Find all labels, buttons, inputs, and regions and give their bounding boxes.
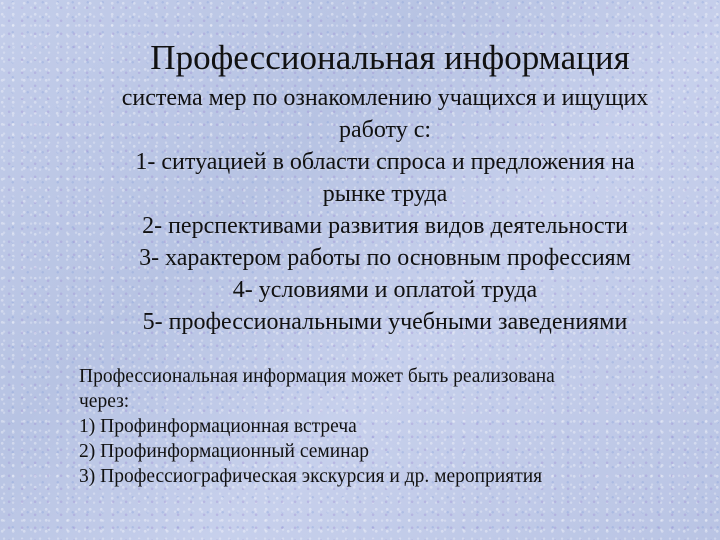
realization-item: 2) Профинформационный семинар <box>79 441 369 462</box>
definition-line: система мер по ознакомлению учащихся и ищущих <box>121 85 649 111</box>
definition-item: 2- перспективами развития видов деятельности <box>142 213 628 239</box>
realization-line: Профессиональная информация может быть реализована <box>79 366 555 387</box>
definition-item: рынке труда <box>322 181 448 207</box>
realization-line: через: <box>79 391 130 412</box>
definition-item: 5- профессиональными учебными заведениями <box>142 309 628 335</box>
definition-item: 3- характером работы по основным профессиям <box>139 245 631 271</box>
realization-item: 3) Профессиографическая экскурсия и др. мероприятия <box>79 466 543 487</box>
slide-title: Профессиональная информация <box>150 38 630 77</box>
definition-item: 1- ситуацией в области спроса и предложения на <box>135 149 635 175</box>
realization-block <box>79 364 709 489</box>
definition-line: работу с: <box>338 117 432 143</box>
definition-block <box>60 82 710 338</box>
realization-item: 1) Профинформационная встреча <box>79 416 357 437</box>
definition-item: 4- условиями и оплатой труда <box>232 277 538 303</box>
